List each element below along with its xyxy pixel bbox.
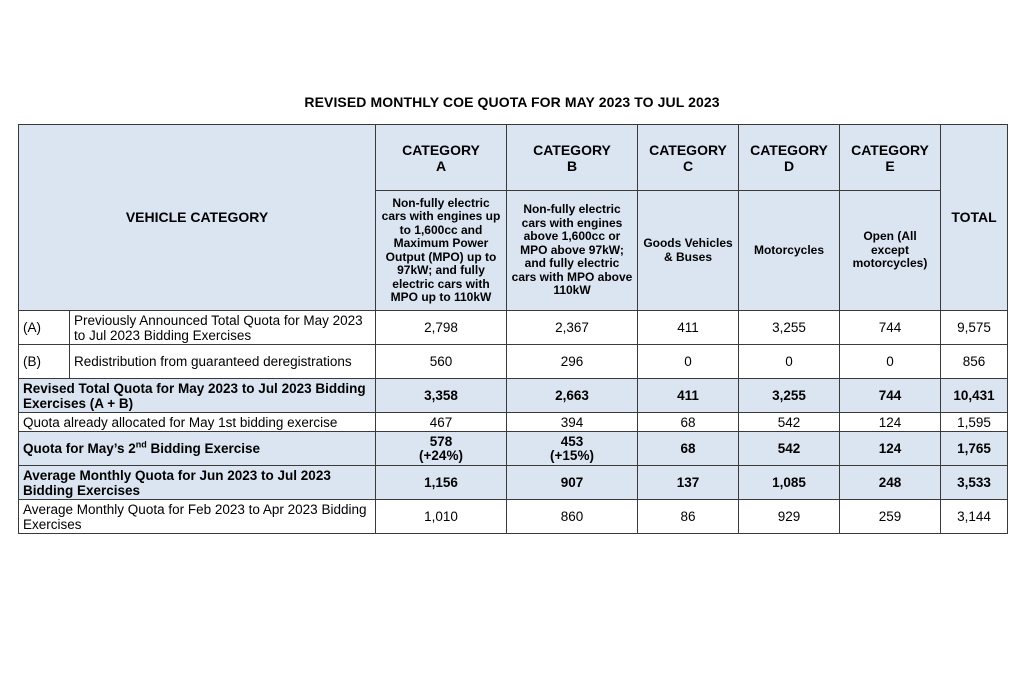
- value-cat-d: 3,255: [739, 311, 840, 345]
- value-cat-a: 3,358: [376, 379, 507, 413]
- value-cat-b: 860: [507, 500, 638, 534]
- value-cat-b: 394: [507, 413, 638, 432]
- value-cat-c: 68: [638, 432, 739, 466]
- value-cat-b: 907: [507, 466, 638, 500]
- value-cat-b: 453 (+15%): [507, 432, 638, 466]
- row-code: (B): [19, 345, 70, 379]
- value-cat-c: 86: [638, 500, 739, 534]
- category-e-description: Open (All except motorcycles): [840, 191, 941, 311]
- change-percent: (+15%): [550, 447, 594, 463]
- value-cat-e: 744: [840, 379, 941, 413]
- row-label: Previously Announced Total Quota for May 2023 to Jul 2023 Bidding Exercises: [70, 311, 376, 345]
- value-cat-e: 259: [840, 500, 941, 534]
- row-label: Average Monthly Quota for Feb 2023 to Apr 2023 Bidding Exercises: [19, 500, 376, 534]
- value-cat-e: 248: [840, 466, 941, 500]
- value-cat-d: 542: [739, 432, 840, 466]
- value-cat-c: 411: [638, 311, 739, 345]
- page-title: REVISED MONTHLY COE QUOTA FOR MAY 2023 TO JUL 2023: [304, 94, 720, 110]
- row-code: (A): [19, 311, 70, 345]
- value-cat-c: 411: [638, 379, 739, 413]
- value-cat-b: 296: [507, 345, 638, 379]
- category-b-header: CATEGORY B: [507, 125, 638, 191]
- table-row: [19, 311, 1008, 345]
- value-cat-a: 1,156: [376, 466, 507, 500]
- value-cat-d: 3,255: [739, 379, 840, 413]
- value-cat-b: 2,663: [507, 379, 638, 413]
- value-cat-e: 124: [840, 413, 941, 432]
- value-cat-c: 0: [638, 345, 739, 379]
- category-e-header: CATEGORY E: [840, 125, 941, 191]
- category-a-description: Non-fully electric cars with engines up to 1,600cc and Maximum Power Output (MPO) up to 97kW; and fully electric cars with MPO up to 110kW: [376, 191, 507, 311]
- category-d-header: CATEGORY D: [739, 125, 840, 191]
- value-cat-a: 560: [376, 345, 507, 379]
- value-total: 3,144: [941, 500, 1008, 534]
- row-label: Quota already allocated for May 1st bidding exercise: [19, 413, 376, 432]
- table-row-avg-jun-jul: [19, 466, 1008, 500]
- category-c-header: CATEGORY C: [638, 125, 739, 191]
- value-cat-e: 124: [840, 432, 941, 466]
- row-label: Revised Total Quota for May 2023 to Jul 2023 Bidding Exercises (A + B): [19, 379, 376, 413]
- table-row: [19, 345, 1008, 379]
- coe-quota-table: [18, 124, 1008, 534]
- table-row-second-bidding: [19, 432, 1008, 466]
- value-total: 1,595: [941, 413, 1008, 432]
- row-label: Average Monthly Quota for Jun 2023 to Jul 2023 Bidding Exercises: [19, 466, 376, 500]
- category-c-description: Goods Vehicles & Buses: [638, 191, 739, 311]
- value-total: 9,575: [941, 311, 1008, 345]
- value-cat-a: 2,798: [376, 311, 507, 345]
- value-cat-e: 0: [840, 345, 941, 379]
- change-percent: (+24%): [419, 447, 463, 463]
- total-header: TOTAL: [941, 125, 1008, 311]
- table-row-revised-total: [19, 379, 1008, 413]
- row-label: Redistribution from guaranteed deregistrations: [70, 345, 376, 379]
- category-a-header: CATEGORY A: [376, 125, 507, 191]
- value-cat-a: 467: [376, 413, 507, 432]
- table-row: [19, 413, 1008, 432]
- value-cat-c: 68: [638, 413, 739, 432]
- value-cat-d: 1,085: [739, 466, 840, 500]
- value-cat-d: 929: [739, 500, 840, 534]
- value-cat-d: 542: [739, 413, 840, 432]
- header-row-categories: [19, 125, 1008, 191]
- value-cat-c: 137: [638, 466, 739, 500]
- category-d-description: Motorcycles: [739, 191, 840, 311]
- value-total: 856: [941, 345, 1008, 379]
- value-cat-d: 0: [739, 345, 840, 379]
- value-cat-e: 744: [840, 311, 941, 345]
- value-total: 10,431: [941, 379, 1008, 413]
- value-total: 3,533: [941, 466, 1008, 500]
- value-cat-a: 1,010: [376, 500, 507, 534]
- vehicle-category-header: VEHICLE CATEGORY: [19, 125, 376, 311]
- value-cat-b: 2,367: [507, 311, 638, 345]
- row-label: Quota for May’s 2nd Bidding Exercise: [19, 432, 376, 466]
- value-total: 1,765: [941, 432, 1008, 466]
- category-b-description: Non-fully electric cars with engines above 1,600cc or MPO above 97kW; and fully electric cars with MPO above 110kW: [507, 191, 638, 311]
- table-row-avg-feb-apr: [19, 500, 1008, 534]
- value-cat-a: 578 (+24%): [376, 432, 507, 466]
